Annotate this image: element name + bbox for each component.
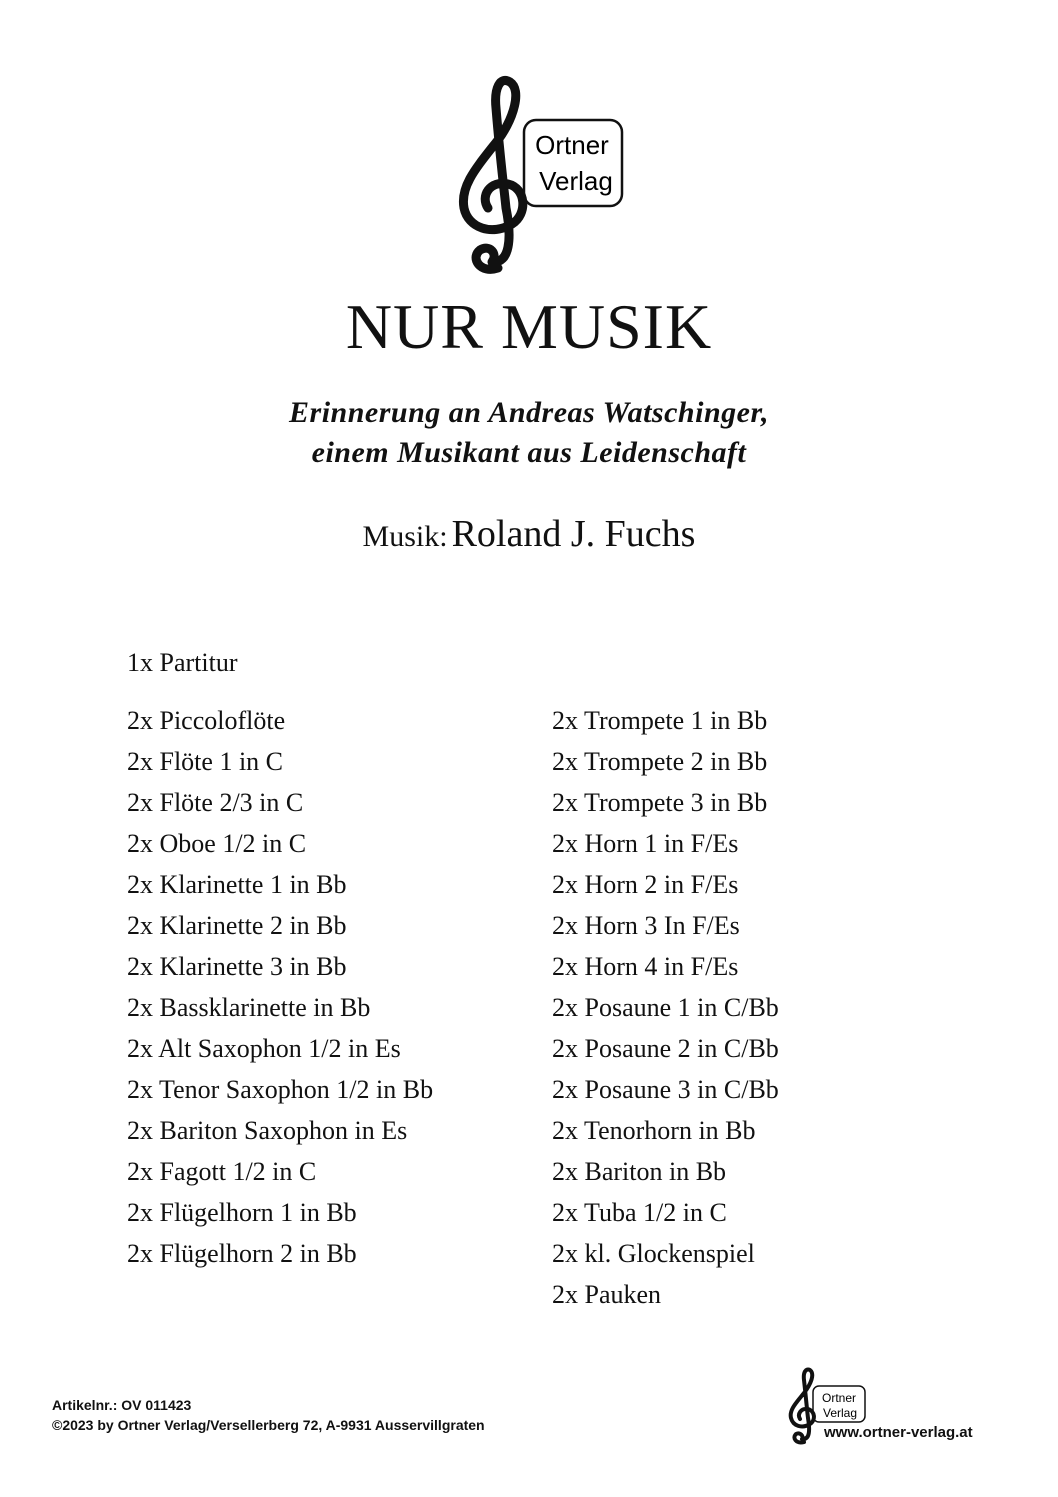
part-item: 2x Tenor Saxophon 1/2 in Bb xyxy=(127,1075,434,1104)
part-item: 2x Posaune 3 in C/Bb xyxy=(552,1075,779,1104)
part-item: 2x kl. Glockenspiel xyxy=(552,1239,755,1268)
part-item: 2x Klarinette 2 in Bb xyxy=(127,911,347,940)
logo-line-1: Ortner xyxy=(535,130,609,160)
part-item: 2x Alt Saxophon 1/2 in Es xyxy=(127,1034,401,1063)
part-item: 2x Klarinette 1 in Bb xyxy=(127,870,347,899)
part-item: 2x Klarinette 3 in Bb xyxy=(127,952,347,981)
part-item: 2x Flöte 2/3 in C xyxy=(127,788,304,817)
part-item: 2x Horn 3 In F/Es xyxy=(552,911,740,940)
copyright-notice: ©2023 by Ortner Verlag/Versellerberg 72, A-9931 Ausservillgraten xyxy=(52,1417,485,1433)
treble-clef-icon xyxy=(463,80,522,269)
part-item: 2x Trompete 1 in Bb xyxy=(552,706,768,735)
part-item: 2x Bariton Saxophon in Es xyxy=(127,1116,408,1145)
logo-line-1: Ortner xyxy=(821,1391,857,1405)
part-item: 2x Piccoloflöte xyxy=(127,706,286,735)
part-item: 2x Posaune 2 in C/Bb xyxy=(552,1034,779,1063)
part-item: 2x Horn 1 in F/Es xyxy=(552,829,739,858)
part-item: 2x Horn 2 in F/Es xyxy=(552,870,739,899)
part-item: 2x Tuba 1/2 in C xyxy=(552,1198,727,1227)
subtitle-line-2: einem Musikant aus Leidenschaft xyxy=(311,436,747,469)
composer-line xyxy=(0,512,1058,556)
composer-label: Musik: xyxy=(362,520,448,553)
article-number: Artikelnr.: OV 011423 xyxy=(52,1397,192,1413)
part-item: 2x Bariton in Bb xyxy=(552,1157,727,1186)
logo-line-2: Verlag xyxy=(539,166,613,196)
ortner-verlag-logo xyxy=(440,68,630,278)
subtitle-line-1: Erinnerung an Andreas Watschinger, xyxy=(289,396,769,429)
website-link[interactable]: www.ortner-verlag.at xyxy=(824,1424,973,1441)
page-title: NUR MUSIK xyxy=(345,291,713,362)
part-item: 2x Trompete 3 in Bb xyxy=(552,788,768,817)
part-item: 2x Oboe 1/2 in C xyxy=(127,829,307,858)
logo-line-2: Verlag xyxy=(822,1406,858,1420)
treble-clef-icon xyxy=(791,1369,814,1442)
part-item: 2x Flügelhorn 1 in Bb xyxy=(127,1198,357,1227)
part-item: 2x Tenorhorn in Bb xyxy=(552,1116,756,1145)
composer-name: Roland J. Fuchs xyxy=(451,513,696,555)
part-item: 2x Posaune 1 in C/Bb xyxy=(552,993,779,1022)
part-item: 2x Flöte 1 in C xyxy=(127,747,284,776)
part-item: 2x Trompete 2 in Bb xyxy=(552,747,768,776)
part-item: 2x Horn 4 in F/Es xyxy=(552,952,739,981)
part-item: 2x Bassklarinette in Bb xyxy=(127,993,371,1022)
part-item: 2x Pauken xyxy=(552,1280,662,1309)
part-item: 2x Fagott 1/2 in C xyxy=(127,1157,317,1186)
score-item: 1x Partitur xyxy=(127,648,238,677)
part-item: 2x Flügelhorn 2 in Bb xyxy=(127,1239,357,1268)
